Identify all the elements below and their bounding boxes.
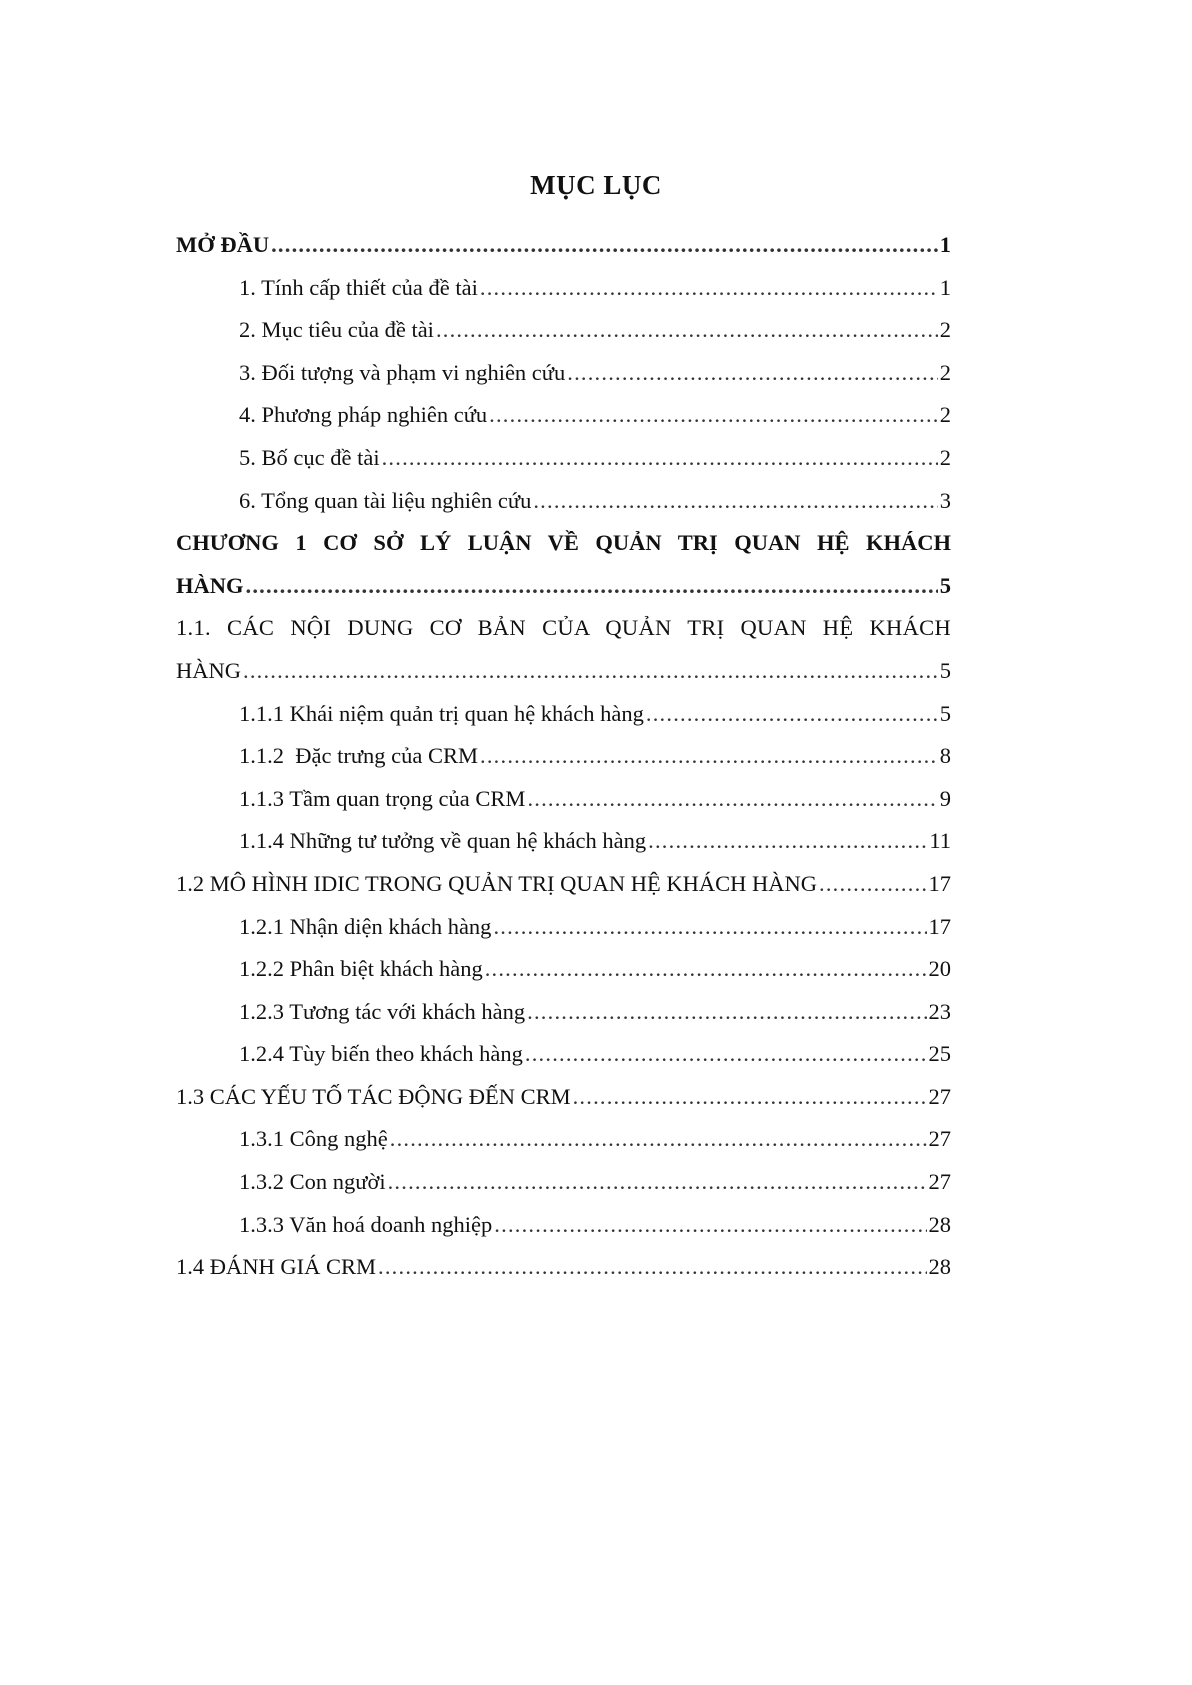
toc-entry-1-1-4[interactable] [176, 820, 951, 863]
toc-entry-text: 6. Tổng quan tài liệu nghiên cứu [239, 487, 532, 513]
toc-entry-text: HÀNG [176, 657, 241, 683]
toc-entry-text: 1.3.2 Con người [239, 1169, 386, 1195]
toc-entry-text: 1. Tính cấp thiết của đề tài [239, 274, 478, 300]
dot-leader [494, 1204, 926, 1247]
toc-entry-page: 20 [928, 956, 951, 982]
dot-leader [382, 437, 938, 480]
dot-leader [378, 1246, 926, 1289]
toc-entry-text: 5. Bố cục đề tài [239, 444, 380, 470]
dot-leader [271, 224, 938, 267]
toc-entry-page: 25 [928, 1041, 951, 1067]
toc-entry-page: 23 [928, 998, 951, 1024]
toc-entry-page: 2 [939, 444, 951, 470]
toc-entry-1-2-3[interactable] [176, 991, 951, 1034]
dot-leader [489, 394, 938, 437]
toc-entry-page: 27 [928, 1169, 951, 1195]
toc-entry-page: 17 [928, 870, 951, 896]
toc-title: MỤC LỤC [530, 170, 662, 200]
dot-leader [493, 906, 926, 949]
toc-entry-page: 2 [939, 359, 951, 385]
toc-entry-1-3-2[interactable] [176, 1161, 951, 1204]
toc-entry-text: 1.3.3 Văn hoá doanh nghiệp [239, 1211, 493, 1237]
toc-entry-1-4[interactable] [176, 1246, 951, 1289]
dot-leader [485, 948, 927, 991]
toc-entry-page: 9 [939, 785, 951, 811]
toc-entry-bo-cuc[interactable] [176, 437, 951, 480]
toc-entry-text: 1.2.1 Nhận diện khách hàng [239, 913, 492, 939]
toc-entry-muc-tieu[interactable] [176, 309, 951, 352]
table-of-contents [176, 224, 951, 1289]
toc-entry-page: 1 [939, 232, 951, 257]
dot-leader [480, 735, 938, 778]
toc-entry-page: 28 [928, 1211, 951, 1237]
toc-entry-mo-dau[interactable] [176, 224, 951, 267]
toc-entry-page: 11 [929, 828, 951, 854]
dot-leader [533, 480, 937, 523]
toc-entry-page: 5 [939, 657, 951, 683]
toc-entry-1-2-2[interactable] [176, 948, 951, 991]
toc-entry-chuong-1-cont[interactable] [176, 565, 951, 608]
toc-entry-tong-quan[interactable] [176, 480, 951, 523]
toc-entry-text: 3. Đối tượng và phạm vi nghiên cứu [239, 359, 566, 385]
toc-entry-text: 1.3.1 Công nghệ [239, 1126, 388, 1152]
toc-entry-1-1-1[interactable] [176, 693, 951, 736]
toc-entry-text: MỞ ĐẦU [176, 232, 270, 257]
toc-entry-1-3-3[interactable] [176, 1204, 951, 1247]
toc-entry-1-3-1[interactable] [176, 1118, 951, 1161]
dot-leader [527, 991, 926, 1034]
dot-leader [567, 352, 938, 395]
toc-entry-text: 1.1.4 Những tư tưởng về quan hệ khách hàng [239, 828, 647, 854]
toc-entry-doi-tuong[interactable] [176, 352, 951, 395]
dot-leader [436, 309, 938, 352]
toc-entry-page: 2 [939, 317, 951, 343]
toc-entry-1-3[interactable] [176, 1076, 951, 1119]
toc-entry-page: 2 [939, 402, 951, 428]
dot-leader [527, 778, 937, 821]
dot-leader [648, 820, 927, 863]
dot-leader [646, 693, 938, 736]
toc-entry-page: 17 [928, 913, 951, 939]
toc-entry-1-2-1[interactable] [176, 906, 951, 949]
toc-entry-text: HÀNG [176, 572, 244, 598]
toc-entry-page: 27 [928, 1126, 951, 1152]
toc-entry-text: 1.1.3 Tầm quan trọng của CRM [239, 785, 526, 811]
toc-entry-page: 27 [928, 1083, 951, 1109]
toc-entry-text: 1.3 CÁC YẾU TỐ TÁC ĐỘNG ĐẾN CRM [176, 1083, 571, 1109]
toc-entry-text: 1.4 ĐÁNH GIÁ CRM [176, 1254, 377, 1280]
dot-leader [388, 1161, 927, 1204]
toc-entry-phuong-phap[interactable] [176, 394, 951, 437]
toc-entry-text: 1.1.1 Khái niệm quản trị quan hệ khách hàng [239, 700, 644, 726]
dot-leader [480, 267, 938, 310]
toc-entry-1-1-2[interactable] [176, 735, 951, 778]
dot-leader [243, 650, 938, 693]
toc-entry-1-2[interactable] [176, 863, 951, 906]
toc-entry-text: 1.2 MÔ HÌNH IDIC TRONG QUẢN TRỊ QUAN HỆ KHÁCH HÀNG [176, 870, 818, 896]
dot-leader [246, 565, 938, 608]
toc-entry-chuong-1[interactable]: CHƯƠNG 1 CƠ SỞ LÝ LUẬN VỀ QUẢN TRỊ QUAN HỆ KHÁCH [176, 530, 951, 556]
toc-entry-text: 4. Phương pháp nghiên cứu [239, 402, 488, 428]
toc-entry-text: 1.1.2 Đặc trưng của CRM [239, 743, 479, 769]
dot-leader [819, 863, 926, 906]
toc-entry-page: 28 [928, 1254, 951, 1280]
dot-leader [525, 1033, 927, 1076]
toc-entry-page: 1 [939, 274, 951, 300]
toc-entry-text: 1.2.4 Tùy biến theo khách hàng [239, 1041, 523, 1067]
dot-leader [573, 1076, 927, 1119]
toc-entry-text: 1.2.2 Phân biệt khách hàng [239, 956, 483, 982]
toc-entry-text: 1.2.3 Tương tác với khách hàng [239, 998, 526, 1024]
toc-entry-page: 3 [939, 487, 951, 513]
toc-entry-page: 8 [939, 743, 951, 769]
toc-entry-1-2-4[interactable] [176, 1033, 951, 1076]
toc-entry-text: 2. Mục tiêu của đề tài [239, 317, 434, 343]
dot-leader [390, 1118, 927, 1161]
toc-entry-page: 5 [939, 700, 951, 726]
toc-entry-tinh-cap-thiet[interactable] [176, 267, 951, 310]
toc-entry-1-1-cont[interactable] [176, 650, 951, 693]
toc-entry-1-1[interactable]: 1.1. CÁC NỘI DUNG CƠ BẢN CỦA QUẢN TRỊ QUAN HỆ KHÁCH [176, 615, 951, 641]
toc-entry-1-1-3[interactable] [176, 778, 951, 821]
toc-entry-page: 5 [939, 572, 951, 598]
